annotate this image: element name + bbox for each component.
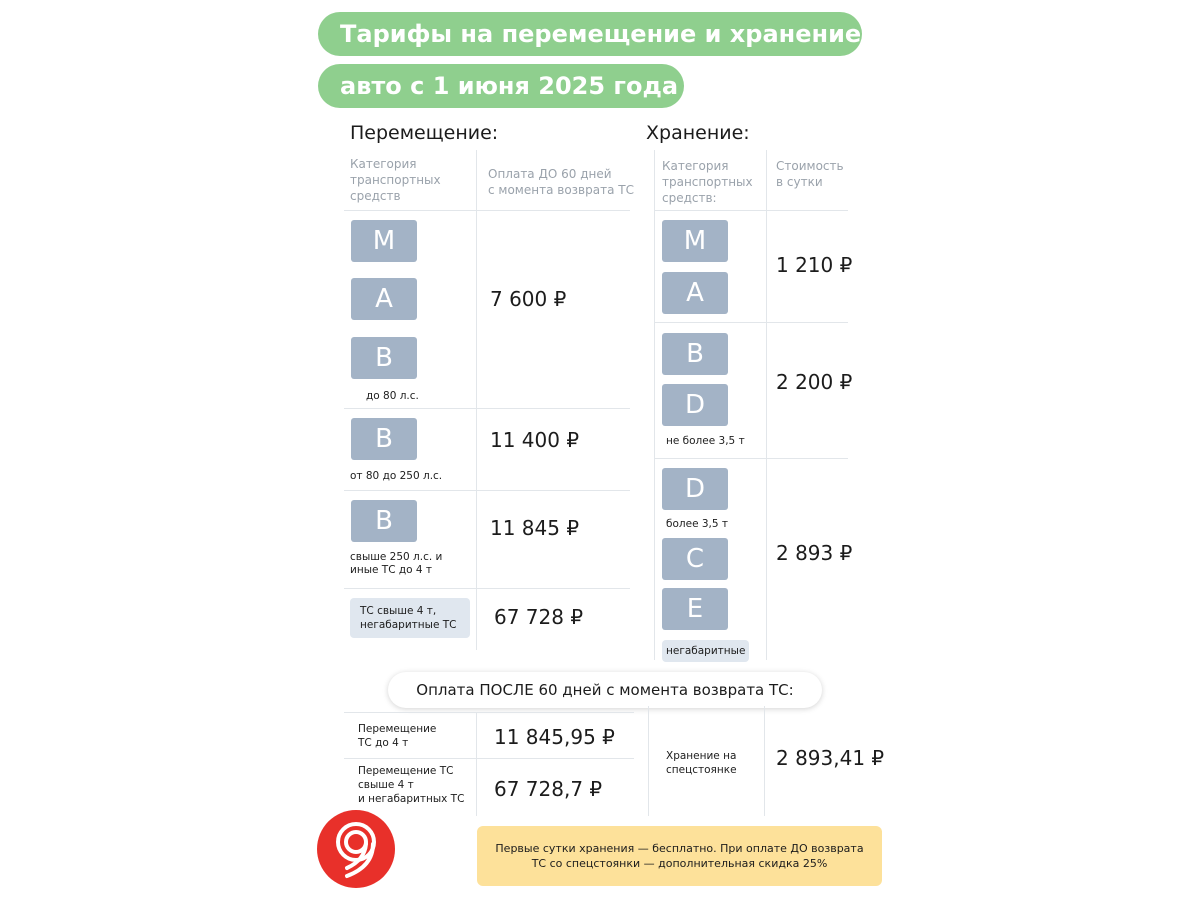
divider [344,758,634,759]
footer-note: Первые сутки хранения — бесплатно. При оплате ДО возврата ТС со спецстоянки — дополнительная скидка 25% [477,826,882,886]
category-note: не более 3,5 т [666,435,745,447]
storage-price-row-3: 2 893 ₽ [776,541,853,565]
after-moving-label-1: Перемещение ТС до 4 т [358,723,437,749]
moving-col-category-header: Категория транспортных средств [350,157,441,203]
category-badge-b: B [351,337,417,379]
storage-title: Хранение: [646,122,750,144]
category-note: от 80 до 250 л.с. [350,470,443,482]
category-badge-a: A [351,278,417,320]
category-badge-oversize: ТС свыше 4 т, негабаритные ТС [350,598,470,638]
storage-col-price-header: Стоимость в сутки [776,159,844,189]
category-note: до 80 л.с. [366,390,419,402]
title-line-1: Тарифы на перемещение и хранение [318,12,862,56]
storage-price-row-2: 2 200 ₽ [776,370,853,394]
moving-price-row-3: 11 845 ₽ [490,516,580,540]
category-badge-b: B [662,333,728,375]
divider [344,210,630,211]
moving-price-row-1: 7 600 ₽ [490,287,567,311]
category-badge-oversize: негабаритные [662,640,749,662]
category-note: более 3,5 т [666,518,729,530]
after-60-days-title: Оплата ПОСЛЕ 60 дней с момента возврата ТС: [388,672,822,708]
metro-logo-icon [317,810,395,888]
divider [654,322,848,323]
divider [654,210,848,211]
divider [344,408,630,409]
divider [344,490,630,491]
category-badge-m: M [351,220,417,262]
after-moving-price-1: 11 845,95 ₽ [494,725,615,749]
moving-col-price-header: Оплата ДО 60 дней с момента возврата ТС [488,167,634,197]
category-badge-e: E [662,588,728,630]
category-badge-c: C [662,538,728,580]
divider [344,712,634,713]
storage-price-row-1: 1 210 ₽ [776,253,853,277]
moving-price-row-2: 11 400 ₽ [490,428,580,452]
divider [654,458,848,459]
divider [766,150,767,660]
divider [648,706,649,816]
after-moving-price-2: 67 728,7 ₽ [494,777,603,801]
moving-price-row-4: 67 728 ₽ [494,605,584,629]
after-moving-label-2: Перемещение ТС свыше 4 т и негабаритных ТС [358,765,465,805]
title-line-2: авто с 1 июня 2025 года [318,64,684,108]
category-note: свыше 250 л.с. и иные ТС до 4 т [350,551,443,576]
divider [476,150,477,650]
category-badge-b: B [351,500,417,542]
divider [476,712,477,816]
category-badge-b: B [351,418,417,460]
category-badge-a: A [662,272,728,314]
divider [654,150,655,660]
category-badge-d: D [662,468,728,510]
after-storage-label: Хранение на спецстоянке [666,750,737,776]
moving-title: Перемещение: [350,122,499,144]
category-badge-m: M [662,220,728,262]
after-storage-price: 2 893,41 ₽ [776,746,885,770]
storage-col-category-header: Категория транспортных средств: [662,159,753,205]
divider [344,588,630,589]
divider [764,706,765,816]
category-badge-d: D [662,384,728,426]
